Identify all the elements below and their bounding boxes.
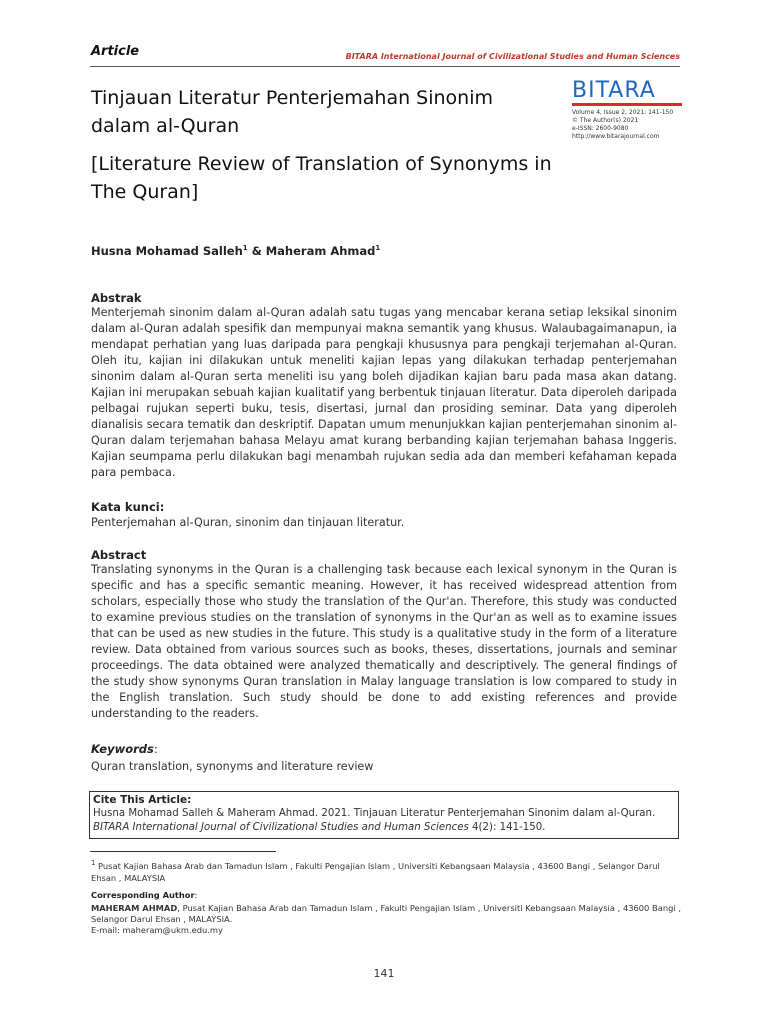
cite-journal: BITARA International Journal of Civilizational Studies and Human Sciences: [93, 822, 469, 833]
author-1: Husna Mohamad Salleh: [91, 244, 243, 258]
page-number: 141: [373, 967, 395, 980]
corresponding-email[interactable]: E-mail: maheram@ukm.edu.my: [91, 925, 223, 935]
cite-reference: Husna Mohamad Salleh & Maheram Ahmad. 2021. Tinjauan Literatur Penterjemahan Sinonim dalam al-Quran.: [93, 808, 656, 819]
logo-underline: [572, 103, 682, 106]
affiliation-footnote: [91, 857, 681, 884]
kata-kunci-heading: Kata kunci:: [91, 500, 165, 514]
eissn-info: e-ISSN: 2600-9080: [572, 125, 629, 132]
journal-url[interactable]: http://www.bitarajournal.com: [572, 133, 660, 140]
footnote-text: Pusat Kajian Bahasa Arab dan Tamadun Islam , Fakulti Pengajian Islam , Universiti Kebangsaan Malaysia , 43600 Bangi , Selangor Darul Ehsan , MALAYSIA: [91, 860, 660, 883]
journal-meta: [572, 109, 682, 141]
author-1-affiliation: 1: [242, 244, 248, 253]
author-list: [91, 244, 380, 258]
keywords-colon: :: [153, 742, 158, 756]
volume-info: Volume 4, Issue 2, 2021: 141-150: [572, 109, 674, 116]
cite-issue: 4(2): 141-150.: [472, 822, 546, 833]
abstract-body: Translating synonyms in the Quran is a challenging task because each lexical synonym in the Quran is specific and has a specific semantic meaning. However, it has received widespread attention from scholars, especially those who study the translation of the Qur'an. Therefore, this study was conducted to examine previous studies on the translation of synonyms in the Qur'an as well as to examine issues that can be used as new studies in the future. This study is a qualitative study in the form of a literature review. Data obtained from various sources such as books, theses, dissertations, journals and seminar proceedings. The data obtained were analyzed thematically and descriptively. The general findings of the study show synonyms Quran translation in Malay language translation is low compared to study in the English translation. Such study should be done to add existing references and provide understanding to the readers.: [91, 563, 677, 720]
corresponding-address: , Pusat Kajian Bahasa Arab dan Tamadun Islam , Fakulti Pengajian Islam , Universiti Kebangsaan Malaysia , 43600 Bangi , Selangor Darul Ehsan , MALAYSIA.: [91, 903, 681, 924]
copyright-info: © The Author(s) 2021: [572, 117, 639, 124]
journal-name-header: BITARA International Journal of Civilizational Studies and Human Sciences: [345, 52, 680, 61]
keywords-body: Quran translation, synonyms and literature review: [91, 760, 374, 773]
footnote-marker: 1: [91, 859, 96, 867]
author-2: & Maheram Ahmad: [251, 244, 376, 258]
abstrak-heading: Abstrak: [91, 291, 142, 305]
journal-logo: [572, 80, 682, 141]
abstract-heading: Abstract: [91, 548, 147, 562]
cite-text: [93, 807, 675, 835]
keywords-heading: [91, 742, 158, 756]
corresponding-colon: :: [194, 890, 198, 900]
title-english: [Literature Review of Translation of Synonyms in The Quran]: [91, 153, 552, 203]
corresponding-details: [91, 903, 681, 936]
footnote-divider: [90, 851, 276, 852]
title-malay: Tinjauan Literatur Penterjemahan Sinonim dalam al-Quran: [91, 87, 494, 137]
corresponding-label: Corresponding Author: [91, 890, 195, 900]
corresponding-heading: [91, 890, 197, 900]
author-2-affiliation: 1: [375, 244, 381, 253]
logo-wordmark: BITARA: [572, 78, 656, 103]
article-type-label: Article: [91, 44, 140, 59]
cite-heading: Cite This Article:: [93, 794, 192, 806]
keywords-label: Keywords: [91, 742, 154, 756]
cite-article-box: [89, 791, 679, 839]
header-divider: [90, 66, 680, 67]
corresponding-name: MAHERAM AHMAD: [91, 903, 178, 913]
abstrak-body: Menterjemah sinonim dalam al-Quran adalah satu tugas yang mencabar kerana setiap leksikal sinonim dalam al-Quran adalah spesifik dan mempunyai makna semantik yang khusus. Walaubagaimanapun, ia mendapat perhatian yang luas daripada para pengkaji khususnya para pengkaji terjemahan al-Quran. Oleh itu, kajian ini dilakukan untuk meneliti kajian lepas yang dilakukan terhadap penterjemahan sinonim dalam al-Quran serta meneliti isu yang boleh dijadikan kajian baru pada masa akan datang. Kajian ini merupakan sebuah kajian kualitatif yang berbentuk tinjauan literatur. Data diperoleh daripada pelbagai rujukan seperti buku, tesis, disertasi, jurnal dan prosiding seminar. Data yang diperoleh dianalisis secara tematik dan deskriptif. Dapatan umum menunjukkan kajian penterjemahan sinonim al-Quran dalam terjemahan bahasa Melayu amat kurang berbanding kajian terjemahan bahasa Inggeris. Kajian seumpama perlu dilakukan bagi menambah rujukan sedia ada dan memberi kefahaman kepada para pembaca.: [91, 306, 677, 479]
kata-kunci-body: Penterjemahan al-Quran, sinonim dan tinjauan literatur.: [91, 516, 405, 529]
